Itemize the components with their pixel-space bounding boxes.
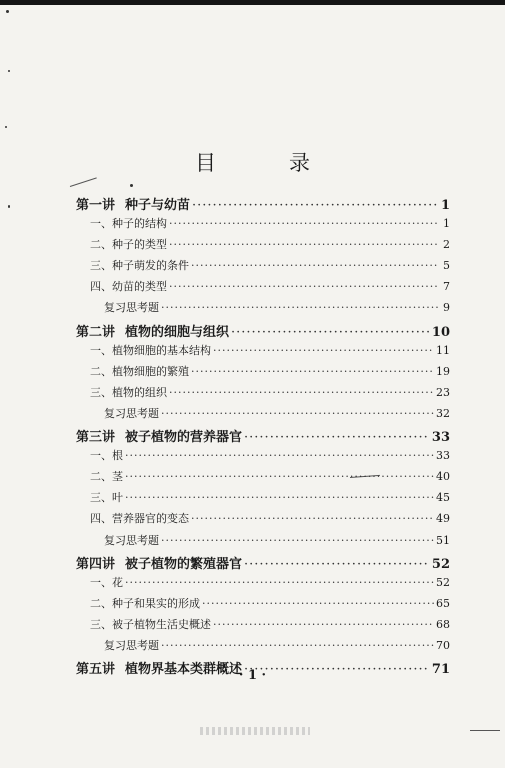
- scan-speck: [130, 184, 133, 187]
- dot-leader: [125, 449, 434, 462]
- dot-leader: [125, 576, 434, 589]
- toc-entry-label: [76, 194, 190, 213]
- toc-entry-text: 一、根: [90, 449, 123, 463]
- chapter-number: 第二讲: [76, 324, 116, 340]
- toc-page-number: 71: [431, 662, 450, 678]
- toc-section-row: [76, 278, 450, 299]
- chapter-number: 第四讲: [76, 556, 116, 572]
- dot-leader: [191, 259, 438, 272]
- toc-entry-label: [104, 405, 159, 421]
- toc-entry-text: 复习思考题: [104, 406, 159, 420]
- dot-leader: [231, 325, 430, 340]
- toc-section-row: [76, 384, 450, 405]
- toc-page-number: 33: [436, 449, 450, 463]
- toc-page-number: 51: [436, 533, 450, 547]
- page-number: · 1 ·: [238, 668, 267, 683]
- toc-section-row: [76, 215, 450, 236]
- toc-page-number: 65: [436, 596, 450, 610]
- chapter-number: 第五讲: [76, 662, 116, 678]
- dot-leader: [191, 365, 434, 378]
- toc-title: 目 录: [195, 151, 336, 175]
- toc-entry-text: 一、植物细胞的基本结构: [90, 343, 211, 357]
- toc-entry-label: [90, 468, 123, 484]
- toc-page-number: 49: [436, 512, 450, 526]
- toc-entry-text: 被子植物的繁殖器官: [125, 556, 243, 572]
- chapter-number: 第一讲: [76, 198, 116, 213]
- toc-entry-text: 植物界基本类群概述: [125, 662, 243, 678]
- toc-page-number: 7: [443, 280, 450, 294]
- dot-leader: [169, 238, 438, 251]
- toc-section-row: [76, 574, 450, 595]
- chapter-number: 第三讲: [76, 430, 116, 446]
- dot-leader: [161, 407, 434, 420]
- toc-entry-label: [90, 595, 200, 611]
- toc-entry-label: [90, 447, 123, 463]
- toc-chapter-row: [76, 553, 450, 574]
- dot-leader: [169, 386, 434, 399]
- toc-page-number: 32: [436, 406, 450, 420]
- toc-entry-label: [90, 384, 167, 400]
- toc-entry-label: [104, 637, 159, 653]
- dot-leader: [125, 491, 434, 504]
- toc-section-row: [76, 363, 450, 384]
- dot-leader: [161, 301, 438, 314]
- toc-entry-label: [104, 299, 159, 315]
- toc-entry-label: [76, 321, 229, 340]
- toc-entry-label: [90, 489, 123, 505]
- toc-entry-text: 一、花: [90, 575, 123, 589]
- dot-leader: [161, 534, 434, 547]
- scan-speck: [8, 70, 10, 72]
- toc-entry-text: 被子植物的营养器官: [125, 430, 243, 446]
- toc-entry-label: [90, 215, 167, 231]
- toc-entry-text: 复习思考题: [104, 638, 159, 652]
- toc-entry-label: [90, 342, 211, 358]
- toc-entry-label: [76, 553, 242, 572]
- toc-entry-text: 复习思考题: [104, 301, 159, 315]
- toc-section-row: [76, 257, 450, 278]
- toc-page-number: 9: [443, 301, 450, 315]
- toc-page-number: 5: [443, 259, 450, 273]
- toc-entry-text: 植物的细胞与组织: [125, 324, 230, 340]
- scan-speck: [6, 10, 9, 13]
- dot-leader: [169, 217, 438, 230]
- dot-leader: [202, 597, 434, 610]
- toc-page-number: 1: [440, 198, 450, 213]
- toc-review-row: [76, 532, 450, 553]
- toc-section-row: [76, 616, 450, 637]
- toc-entry-text: 三、被子植物生活史概述: [90, 617, 211, 631]
- toc-section-row: [76, 489, 450, 510]
- toc-review-row: [76, 299, 450, 320]
- toc-page-number: 10: [431, 324, 450, 340]
- dot-leader: [244, 430, 430, 445]
- toc-entry-text: 四、幼苗的类型: [90, 280, 167, 294]
- toc-chapter-row: [76, 194, 450, 215]
- toc-entry-label: [90, 363, 189, 379]
- toc-chapter-row: [76, 426, 450, 447]
- toc-entry-text: 三、种子萌发的条件: [90, 259, 189, 273]
- toc-page-number: 19: [436, 364, 450, 378]
- toc-entry-label: [90, 257, 189, 273]
- toc-entry-label: [90, 278, 167, 294]
- dot-leader: [125, 470, 434, 483]
- toc-entry-text: 二、种子和果实的形成: [90, 596, 200, 610]
- toc-section-row: [76, 342, 450, 363]
- pen-scratch: [470, 730, 500, 731]
- toc-page-number: 11: [436, 343, 450, 357]
- toc-entry-label: [90, 236, 167, 252]
- toc-review-row: [76, 405, 450, 426]
- toc-page-number: 2: [443, 238, 450, 252]
- dot-leader: [161, 639, 434, 652]
- toc-page-number: 33: [431, 430, 450, 446]
- toc-page-number: 52: [436, 575, 450, 589]
- toc-entry-label: [90, 510, 189, 526]
- dot-leader: [191, 512, 434, 525]
- toc-page-number: 68: [436, 617, 450, 631]
- toc-chapter-row: [76, 321, 450, 342]
- toc-entry-text: 二、茎: [90, 470, 123, 484]
- dot-leader: [213, 618, 434, 631]
- toc-entry-text: 二、种子的类型: [90, 238, 167, 252]
- top-border-rule: [0, 0, 505, 5]
- toc-section-row: [76, 236, 450, 257]
- toc-entry-text: 二、植物细胞的繁殖: [90, 364, 189, 378]
- toc-section-row: [76, 468, 450, 489]
- scan-speck: [8, 205, 10, 208]
- toc-entry-label: [90, 574, 123, 590]
- toc-page-number: 52: [431, 556, 450, 572]
- toc-section-row: [76, 595, 450, 616]
- toc-entry-text: 复习思考题: [104, 533, 159, 547]
- toc-entry-text: 四、营养器官的变态: [90, 512, 189, 526]
- pen-scratch: [70, 177, 97, 187]
- toc-page-number: 40: [436, 470, 450, 484]
- toc-page-number: 1: [443, 217, 450, 231]
- toc-entry-text: 三、植物的组织: [90, 385, 167, 399]
- toc-entry-label: [76, 426, 242, 445]
- dot-leader: [244, 557, 430, 572]
- toc-review-row: [76, 637, 450, 658]
- toc-page-number: 23: [436, 385, 450, 399]
- toc-section-row: [76, 447, 450, 468]
- dot-leader: [169, 280, 438, 293]
- toc-entry-text: 三、叶: [90, 491, 123, 505]
- scan-speck: [5, 126, 7, 128]
- toc-entry-text: 一、种子的结构: [90, 217, 167, 231]
- dot-leader: [213, 344, 434, 357]
- toc-page-number: 45: [436, 491, 450, 505]
- dot-leader: [192, 198, 438, 213]
- toc-entry-label: [104, 532, 159, 548]
- table-of-contents: [76, 194, 450, 679]
- toc-entry-label: [90, 616, 211, 632]
- toc-entry-text: 种子与幼苗: [125, 198, 191, 213]
- toc-section-row: [76, 510, 450, 531]
- scan-smudge: [200, 727, 310, 735]
- toc-page-number: 70: [436, 638, 450, 652]
